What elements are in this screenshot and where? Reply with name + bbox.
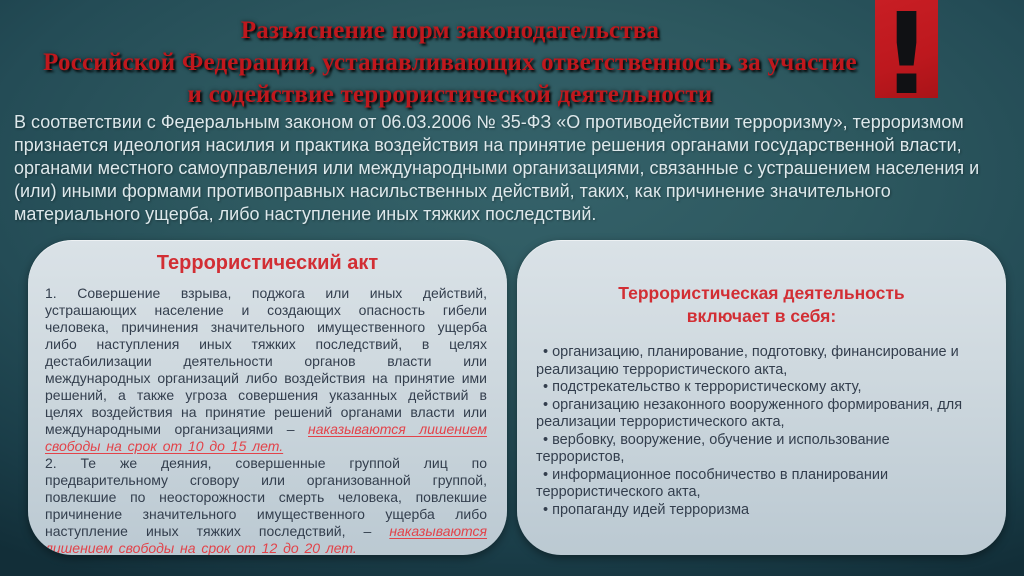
activity-item-3: • организацию незаконного вооруженного формирования, для реализации террористического акта, [536, 397, 980, 432]
exclamation-glyph: ! [880, 0, 933, 98]
terrorist-activity-title-line-1: Террористическая деятельность [618, 283, 905, 303]
law-item-1 [45, 285, 487, 455]
slide-title-line-3: и содействие террористической деятельности [187, 81, 713, 108]
activity-item-4: • вербовку, вооружение, обучение и использование террористов, [536, 432, 980, 467]
activity-item-2: • подстрекательство к террористическому акту, [536, 379, 980, 397]
law-item-2-text: 2. Те же деяния, совершенные группой лиц по предварительному сговору или организованной группой, повлекшие по неосторожности смерть человека, повлекшие причинение значительного имущественного ущерба либо наступление иных тяжких последствий, – [45, 455, 487, 539]
law-item-1-text: 1. Совершение взрыва, поджога или иных действий, устрашающих население и создающих опасность гибели человека, причинения значительного имущественного ущерба либо наступления иных тяжких последствий, в целях дестабилизации деятельности органов власти или международных организаций либо воздействия на принятие ими решений, а также угроза совершения указанных действий в целях воздействия на принятие решений органами власти или международными организациями – [45, 285, 487, 437]
activity-item-6: • пропаганду идей терроризма [536, 502, 980, 520]
terrorist-activity-title-line-2: включает в себя: [686, 306, 837, 326]
activity-list [517, 344, 1006, 519]
law-item-2 [45, 455, 487, 555]
terrorist-act-panel [28, 240, 507, 555]
activity-item-1: • организацию, планирование, подготовку, финансирование и реализацию террористического акта, [536, 344, 980, 379]
warning-exclamation-icon [875, 0, 938, 98]
terrorist-act-panel-title: Террористический акт [156, 252, 379, 274]
slide-title-line-2: Российской Федерации, устанавливающих ответственность за участие [43, 49, 857, 76]
slide-title [0, 15, 900, 111]
slide-title-line-1: Разъяснение норм законодательства [240, 17, 660, 44]
law-item-2-penalty-clause: наказываются лишением свободы на срок от 12 до 20 лет. [45, 523, 487, 555]
terrorist-activity-panel [517, 240, 1006, 555]
terrorist-activity-panel-title [517, 282, 1006, 328]
terrorist-act-panel-body [28, 285, 507, 555]
law-item-1-penalty-clause: наказываются лишением свободы на срок от 10 до 15 лет. [45, 421, 487, 454]
intro-paragraph: В соответствии с Федеральным законом от 06.03.2006 № 35-ФЗ «О противодействии терроризму», терроризмом признается идеология насилия и практика воздействия на принятие решения органами государственной власти, органами местного самоуправления или международными организациями, связанные с устрашением населения и (или) иными формами противоправных насильственных действий, таких, как причинение значительного материального ущерба, либо наступление иных тяжких последствий. [14, 112, 980, 224]
activity-item-5: • информационное пособничество в планировании террористического акта, [536, 467, 980, 502]
